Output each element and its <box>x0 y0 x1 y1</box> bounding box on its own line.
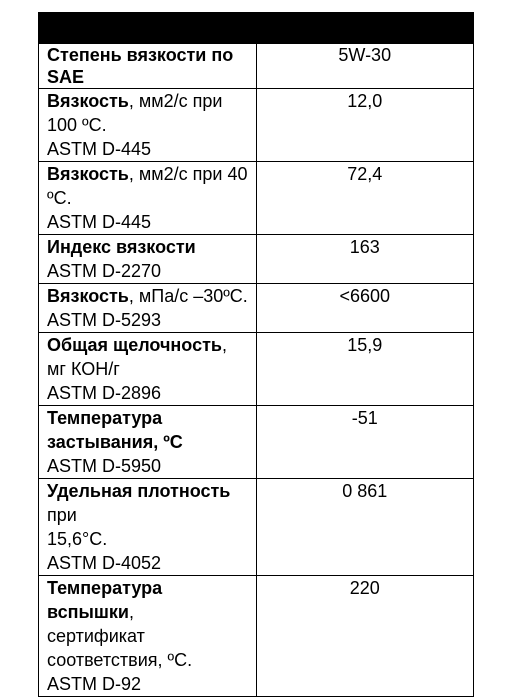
table-header-row <box>39 13 474 44</box>
header-cell-parameter <box>39 13 257 44</box>
parameter-cell <box>39 479 257 576</box>
parameter-cell <box>39 162 257 235</box>
parameter-unit: , мг КОН/г <box>47 335 227 379</box>
parameter-name: Вязкость <box>47 164 129 184</box>
parameter-cell <box>39 576 257 697</box>
value-cell: 12,0 <box>256 89 474 162</box>
parameter-unit: , мм2/с при 100 ºС. <box>47 91 223 135</box>
table-row <box>39 162 474 235</box>
table-row <box>39 479 474 576</box>
table-row <box>39 576 474 697</box>
parameter-method: ASTM D-445 <box>47 139 152 159</box>
parameter-cell <box>39 235 257 284</box>
parameter-unit: , мПа/с –30ºС. <box>128 286 248 306</box>
parameter-cell <box>39 333 257 406</box>
parameter-unit: , <box>128 602 134 622</box>
value-cell: 220 <box>256 576 474 697</box>
value-cell: 0 861 <box>256 479 474 576</box>
value-cell: -51 <box>256 406 474 479</box>
value-cell: 72,4 <box>256 162 474 235</box>
header-cell-value <box>256 13 474 44</box>
parameter-name: Температура застывания, ºС <box>47 408 183 452</box>
table-row <box>39 284 474 333</box>
specifications-table <box>38 12 474 697</box>
table-row <box>39 44 474 89</box>
value-cell: 15,9 <box>256 333 474 406</box>
table-row <box>39 89 474 162</box>
parameter-name: Вязкость <box>47 286 129 306</box>
parameter-name: Индекс вязкости <box>47 237 196 257</box>
parameter-method: ASTM D-5293 <box>47 310 162 330</box>
parameter-unit: , мм2/с при 40 ºС. <box>47 164 248 208</box>
parameter-cell <box>39 44 257 89</box>
parameter-name: Вязкость <box>47 91 129 111</box>
parameter-name: Удельная плотность <box>47 481 231 501</box>
parameter-condition: 15,6°С. <box>47 529 108 549</box>
parameter-method: ASTM D-5950 <box>47 456 162 476</box>
parameter-method: ASTM D-92 <box>47 674 142 694</box>
parameter-cell <box>39 89 257 162</box>
table-row <box>39 235 474 284</box>
parameter-method: ASTM D-4052 <box>47 553 162 573</box>
table-row <box>39 333 474 406</box>
value-cell: <6600 <box>256 284 474 333</box>
parameter-cell <box>39 406 257 479</box>
parameter-name: Степень вязкости по SAE <box>47 45 234 87</box>
parameter-unit: при <box>47 505 77 525</box>
parameter-method: ASTM D-2270 <box>47 261 162 281</box>
parameter-cell <box>39 284 257 333</box>
table-row <box>39 406 474 479</box>
parameter-condition: сертификат соответствия, ºС. <box>47 626 193 670</box>
value-cell: 5W-30 <box>256 44 474 89</box>
parameter-name: Общая щелочность <box>47 335 222 355</box>
parameter-method: ASTM D-2896 <box>47 383 162 403</box>
value-cell: 163 <box>256 235 474 284</box>
parameter-name: Температура вспышки <box>47 578 163 622</box>
parameter-method: ASTM D-445 <box>47 212 152 232</box>
